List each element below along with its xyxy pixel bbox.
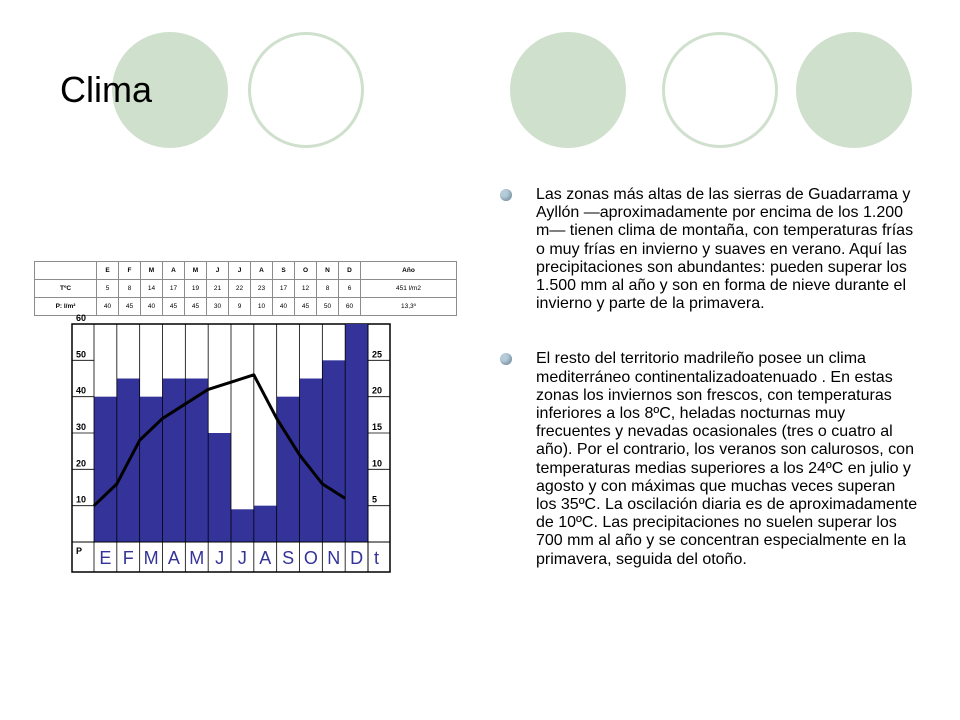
decor-circle-5 xyxy=(796,32,912,148)
bullet-text: El resto del territorio madrileño posee un clima mediterráneo continentalizadoatenuado . En estas zonas los inviernos son frescos, con temperaturas inferiores a los 8ºC, heladas nocturnas muy frecuentes y nevadas ocasionales (tres o cuatro al año). Por el contrario, los veranos son calurosos, con temperaturas medias superiores a los 24ºC en julio y agosto y con máximas que muchas veces superan los 35ºC. La oscilación diaria es de aproximadamente de 10ºC. Las precipitaciones no suelen superar los 700 mm al año y se concentran especialmente en la primavera, seguida del otoño. xyxy=(536,350,918,568)
bullet-list xyxy=(500,186,920,606)
month-tick-label: J xyxy=(215,548,225,568)
right-axis-label: t xyxy=(374,548,380,568)
table-header-cell: A xyxy=(163,262,185,280)
table-cell: 451 l/m2 xyxy=(361,280,457,298)
table-cell: 13,3º xyxy=(361,298,457,316)
precipitation-bar xyxy=(208,433,231,542)
table-header-cell: D xyxy=(339,262,361,280)
table-cell: 22 xyxy=(229,280,251,298)
table-header-cell: Año xyxy=(361,262,457,280)
table-cell: 8 xyxy=(317,280,339,298)
month-tick-label: A xyxy=(167,548,180,568)
month-tick-label: D xyxy=(350,548,364,568)
table-header-cell xyxy=(35,262,97,280)
month-tick-label: M xyxy=(189,548,205,568)
precipitation-bar xyxy=(140,397,163,542)
left-axis-label: P xyxy=(76,546,83,556)
table-cell: 6 xyxy=(339,280,361,298)
precipitation-bar xyxy=(94,397,117,542)
table-cell: P: l/m² xyxy=(35,298,97,316)
table-cell: TºC xyxy=(35,280,97,298)
bullet-item xyxy=(500,186,920,313)
table-header-cell: O xyxy=(295,262,317,280)
table-cell: 45 xyxy=(163,298,185,316)
precipitation-bar xyxy=(163,379,186,543)
table-cell: 12 xyxy=(295,280,317,298)
table-cell: 45 xyxy=(119,298,141,316)
right-tick-label: 25 xyxy=(372,349,383,360)
table-cell: 8 xyxy=(119,280,141,298)
table-cell: 23 xyxy=(251,280,273,298)
month-tick-label: N xyxy=(327,548,341,568)
left-tick-label: 60 xyxy=(76,313,87,323)
precipitation-bar xyxy=(231,509,254,542)
table-cell: 9 xyxy=(229,298,251,316)
right-tick-label: 5 xyxy=(372,494,378,505)
bullet-icon xyxy=(500,353,512,365)
table-header-cell: S xyxy=(273,262,295,280)
table-cell: 45 xyxy=(295,298,317,316)
left-tick-label: 40 xyxy=(76,385,87,396)
table-header-cell: J xyxy=(229,262,251,280)
right-tick-label: 20 xyxy=(372,385,383,396)
table-header-row xyxy=(35,262,457,280)
bullet-item xyxy=(500,350,920,568)
table-cell: 60 xyxy=(339,298,361,316)
left-tick-label: 30 xyxy=(76,422,87,432)
table-cell: 50 xyxy=(317,298,339,316)
month-tick-label: M xyxy=(143,548,159,568)
decor-circle-3 xyxy=(510,32,626,148)
right-tick-label: 10 xyxy=(372,458,383,469)
table-header-cell: E xyxy=(97,262,119,280)
month-tick-label: O xyxy=(303,548,318,568)
table-cell: 40 xyxy=(97,298,119,316)
bullet-text: Las zonas más altas de las sierras de Guadarrama y Ayllón —aproximadamente por encima de los 1.200 m— tienen clima de montaña, con temperaturas frías o muy frías en invierno y suaves en verano. Aquí las precipitaciones son abundantes: pueden superar los 1.500 mm al año y son en forma de nieve durante el invierno y parte de la primavera. xyxy=(536,186,914,313)
bullet-icon xyxy=(500,189,512,201)
month-tick-label: A xyxy=(259,548,272,568)
table-cell: 14 xyxy=(141,280,163,298)
table-header-cell: N xyxy=(317,262,339,280)
table-header-cell: F xyxy=(119,262,141,280)
table-cell: 19 xyxy=(185,280,207,298)
table-cell: 45 xyxy=(185,298,207,316)
table-header-cell: J xyxy=(207,262,229,280)
table-cell: 5 xyxy=(97,280,119,298)
climate-table xyxy=(34,261,457,316)
left-tick-label: 10 xyxy=(76,494,87,505)
precipitation-bar xyxy=(277,397,300,542)
table-cell: 10 xyxy=(251,298,273,316)
table-row-precipitation xyxy=(35,298,457,316)
table-cell: 21 xyxy=(207,280,229,298)
month-tick-label: S xyxy=(282,548,295,568)
table-cell: 17 xyxy=(163,280,185,298)
slide-title: Clima xyxy=(60,69,153,110)
table-header-cell: A xyxy=(251,262,273,280)
precipitation-bar xyxy=(254,506,277,542)
table-cell: 30 xyxy=(207,298,229,316)
month-tick-label: F xyxy=(122,548,134,568)
left-tick-label: 20 xyxy=(76,458,87,469)
table-cell: 40 xyxy=(141,298,163,316)
table-cell: 17 xyxy=(273,280,295,298)
precipitation-bar xyxy=(322,360,345,542)
table-row-temperature xyxy=(35,280,457,298)
left-tick-label: 50 xyxy=(76,349,87,360)
table-header-cell: M xyxy=(185,262,207,280)
month-tick-label: J xyxy=(237,548,247,568)
precipitation-bar xyxy=(345,324,368,542)
decor-circle-2 xyxy=(248,32,364,148)
month-tick-label: E xyxy=(99,548,112,568)
table-cell: 40 xyxy=(273,298,295,316)
right-tick-label: 15 xyxy=(372,422,383,432)
decor-circle-4 xyxy=(662,32,778,148)
table-header-cell: M xyxy=(141,262,163,280)
climogram-chart xyxy=(72,313,390,572)
